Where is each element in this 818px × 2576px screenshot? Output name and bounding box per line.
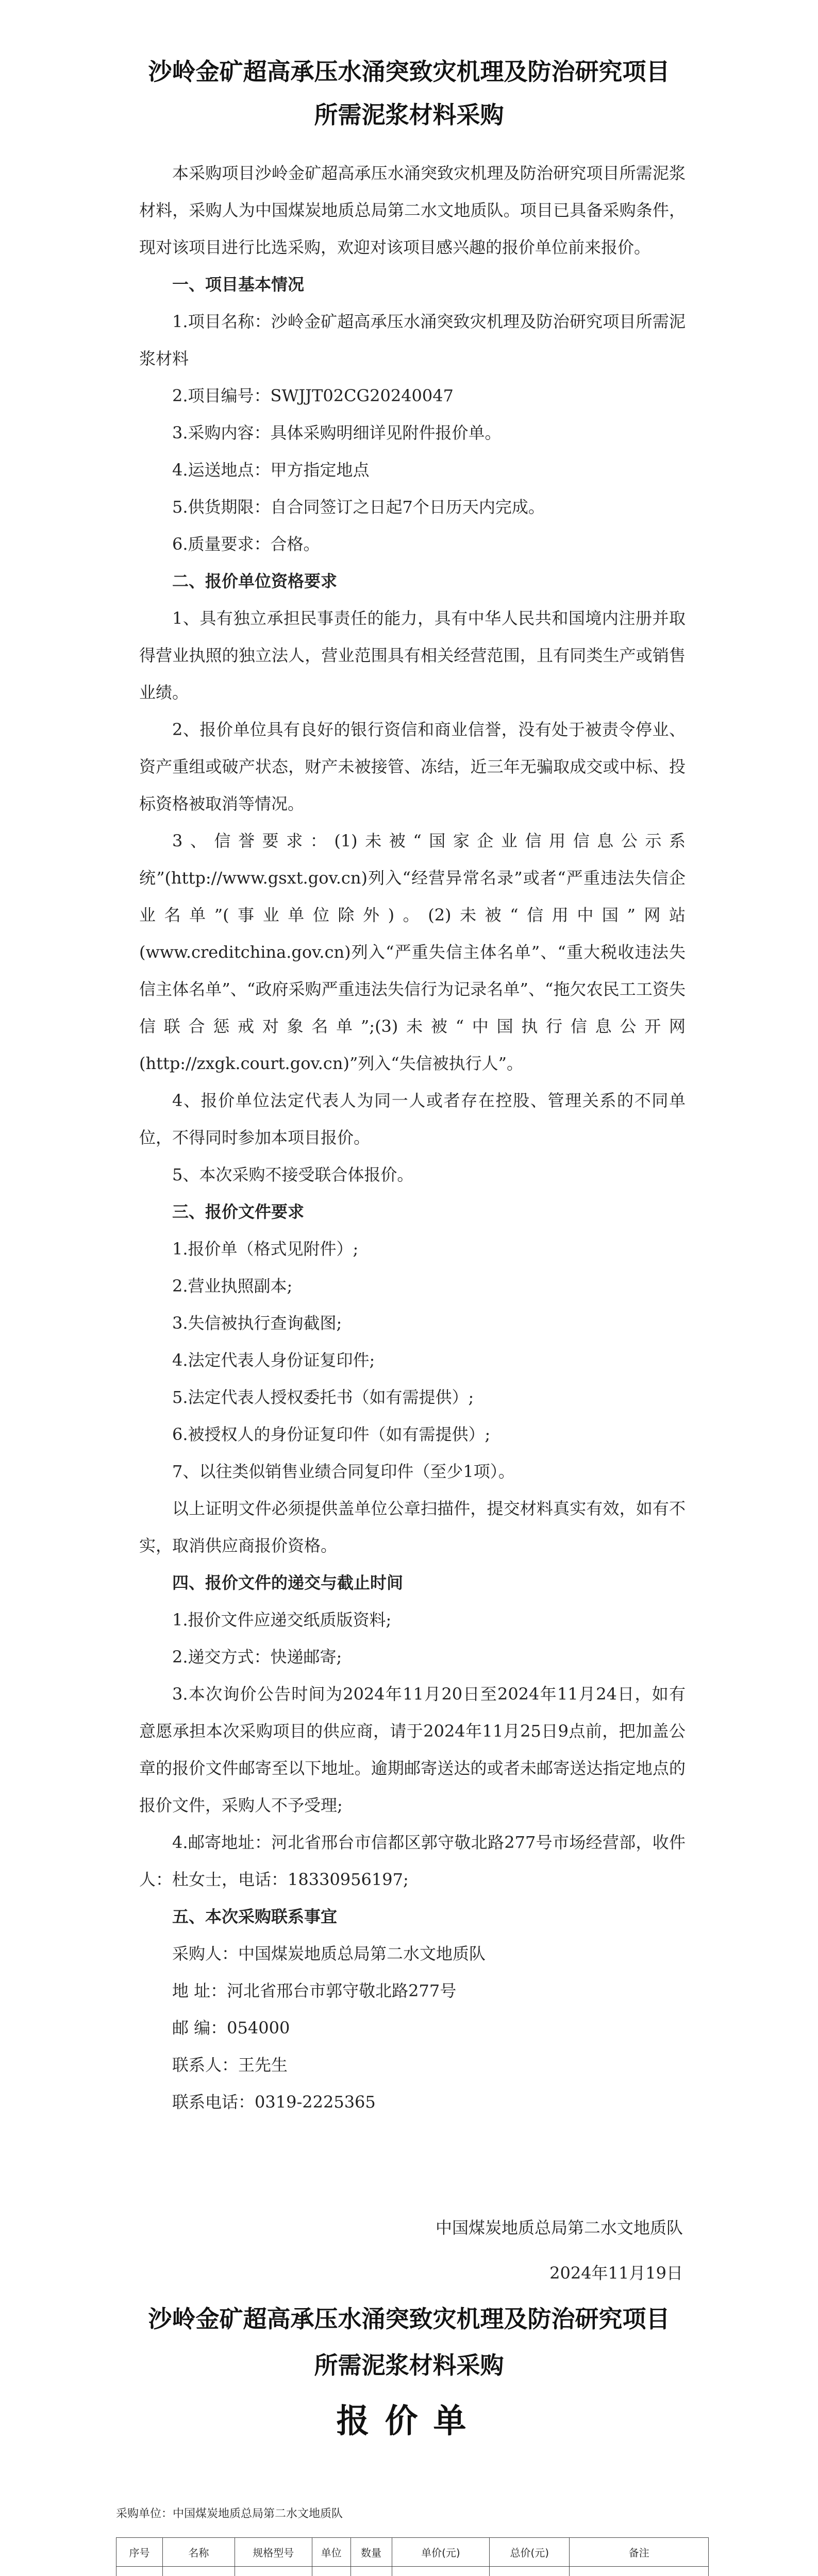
section4-heading: 四、报价文件的递交与截止时间 xyxy=(172,1573,404,1592)
section3-item: 1.报价单（格式见附件）; xyxy=(172,1239,359,1259)
section3-item: 5.法定代表人授权委托书（如有需提供）; xyxy=(172,1387,474,1407)
section1-item: 1.项目名称：沙岭金矿超高承压水涌突致灾机理及防治研究项目所需泥浆材料 xyxy=(139,312,686,368)
contact-line: 采购人：中国煤炭地质总局第二水文地质队 xyxy=(172,1944,486,1963)
signature-org: 中国煤炭地质总局第二水文地质队 xyxy=(435,2218,683,2238)
section1-item: 2.项目编号：SWJJT02CG20240047 xyxy=(172,386,454,405)
header-name: 名称 xyxy=(162,2538,235,2567)
signature-date: 2024年11月19日 xyxy=(549,2263,683,2283)
section2-item: 5、本次采购不接受联合体报价。 xyxy=(172,1165,414,1184)
row-spec xyxy=(235,2567,312,2576)
section5-heading: 五、本次采购联系事宜 xyxy=(172,1907,338,1926)
contact-line: 联系人：王先生 xyxy=(172,2055,288,2075)
quote-table xyxy=(116,2537,709,2576)
section3-item: 3.失信被执行查询截图; xyxy=(172,1313,342,1333)
buyer-line: 采购单位：中国煤炭地质总局第二水文地质队 xyxy=(116,2507,343,2520)
quote-table-header xyxy=(116,2538,709,2567)
section3-item: 4.法定代表人身份证复印件; xyxy=(172,1350,375,1370)
section2-item: 2、报价单位具有良好的银行资信和商业信誉，没有处于被责令停业、资产重组或破产状态，财产未被接管、冻结，近三年无骗取成交或中标、投标资格被取消等情况。 xyxy=(139,720,686,814)
section1-item: 6.质量要求：合格。 xyxy=(172,534,320,554)
quote-title-line1: 沙岭金矿超高承压水涌突致灾机理及防治研究项目 xyxy=(148,2305,670,2333)
header-remark: 备注 xyxy=(570,2538,709,2567)
section4-item: 2.递交方式：快递邮寄; xyxy=(172,1647,342,1667)
section4-item: 1.报价文件应递交纸质版资料; xyxy=(172,1610,392,1630)
row-qty xyxy=(350,2567,392,2576)
document-title-line2: 所需泥浆材料采购 xyxy=(314,101,504,129)
header-unit: 单位 xyxy=(312,2538,350,2567)
section2-heading: 二、报价单位资格要求 xyxy=(172,571,338,591)
row-name xyxy=(162,2567,235,2576)
header-qty: 数量 xyxy=(350,2538,392,2567)
section1-item: 4.运送地点：甲方指定地点 xyxy=(172,460,370,480)
section4-item: 3.本次询价公告时间为2024年11月20日至2024年11月24日，如有意愿承担本次采购项目的供应商，请于2024年11月25日9点前，把加盖公章的报价文件邮寄至以下地址。逾期邮寄送达的或者未邮寄送达指定地点的报价文件，采购人不予受理; xyxy=(139,1684,686,1815)
section1-item: 5.供货期限：自合同签订之日起7个日历天内完成。 xyxy=(172,497,545,517)
section4-item: 4.邮寄地址：河北省邢台市信都区郭守敬北路277号市场经营部，收件人：杜女士，电话：18330956197; xyxy=(139,1833,686,1889)
document-title-line1: 沙岭金矿超高承压水涌突致灾机理及防治研究项目 xyxy=(148,58,670,86)
header-spec: 规格型号 xyxy=(235,2538,312,2567)
section2-item: 1、具有独立承担民事责任的能力，具有中华人民共和国境内注册并取得营业执照的独立法人，营业范围具有相关经营范围，且有同类生产或销售业绩。 xyxy=(139,608,686,702)
section2-item: 4、报价单位法定代表人为同一人或者存在控股、管理关系的不同单位，不得同时参加本项目报价。 xyxy=(139,1091,686,1147)
row-unit xyxy=(312,2567,350,2576)
quote-title-line2: 所需泥浆材料采购 xyxy=(314,2351,504,2379)
section1-heading: 一、项目基本情况 xyxy=(172,275,305,294)
section3-item: 7、以往类似销售业绩合同复印件（至少1项）。 xyxy=(172,1462,515,1481)
section3-item: 2.营业执照副本; xyxy=(172,1276,293,1296)
row-total-price xyxy=(490,2567,570,2576)
section3-note: 以上证明文件必须提供盖单位公章扫描件，提交材料真实有效，如有不实，取消供应商报价资格。 xyxy=(139,1499,686,1555)
row-index xyxy=(116,2567,163,2576)
table-row xyxy=(116,2567,709,2576)
section3-heading: 三、报价文件要求 xyxy=(172,1202,305,1222)
header-index: 序号 xyxy=(116,2538,163,2567)
row-remark xyxy=(570,2567,709,2576)
header-total-price: 总价(元) xyxy=(490,2538,570,2567)
contact-line: 邮 编：054000 xyxy=(172,2018,290,2038)
section1-item: 3.采购内容：具体采购明细详见附件报价单。 xyxy=(172,423,502,443)
section2-item: 3、信誉要求：(1)未被“国家企业信用信息公示系统”(http://www.gsxt.gov.cn)列入“经营异常名录”或者“严重违法失信企业名单”(事业单位除外)。(2)未被“信用中国”网站(www.creditchina.gov.cn)列入“严重失信主体名单”、“重大税收违法失信主体名单”、“政府采购严重违法失信行为记录名单”、“拖欠农民工工资失信联合惩戒对象名单”;(3)未被“中国执行信息公开网(http://zxgk.court.gov.cn)”列入“失信被执行人”。 xyxy=(139,831,686,1073)
contact-line: 联系电话：0319-2225365 xyxy=(172,2092,376,2112)
row-unit-price xyxy=(392,2567,490,2576)
intro-paragraph: 本采购项目沙岭金矿超高承压水涌突致灾机理及防治研究项目所需泥浆材料，采购人为中国煤炭地质总局第二水文地质队。项目已具备采购条件，现对该项目进行比选采购，欢迎对该项目感兴趣的报价单位前来报价。 xyxy=(139,163,686,257)
quote-big-title: 报价单 xyxy=(336,2402,482,2441)
contact-line: 地 址：河北省邢台市郭守敬北路277号 xyxy=(172,1981,457,2001)
header-unit-price: 单价(元) xyxy=(392,2538,490,2567)
section3-item: 6.被授权人的身份证复印件（如有需提供）; xyxy=(172,1425,491,1444)
